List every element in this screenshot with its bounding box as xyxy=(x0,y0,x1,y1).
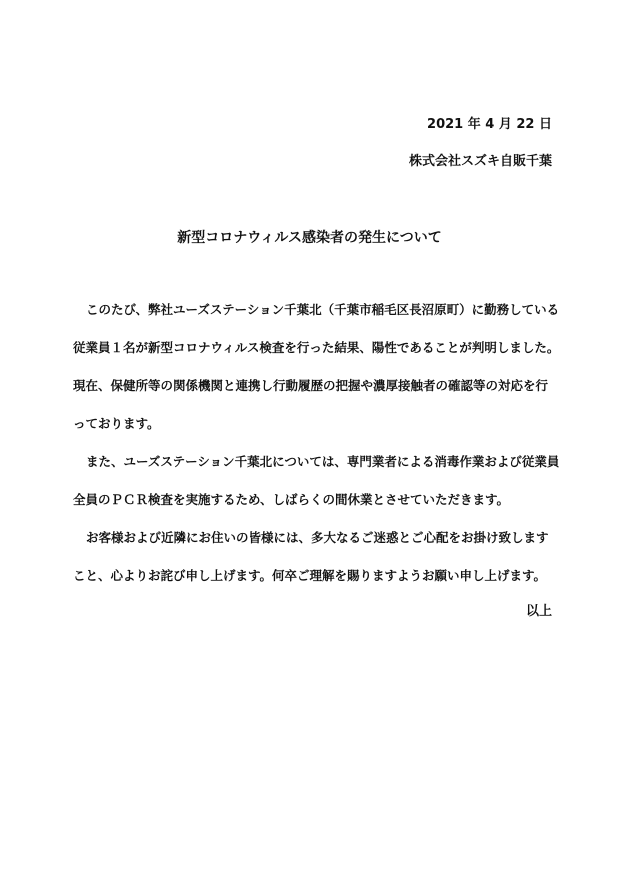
body-line-7: お客様および近隣にお住いの皆様には、多大なるご迷惑とご心配をお掛け致します xyxy=(86,530,549,545)
document-date: 2021 年 4 月 22 日 xyxy=(427,117,552,132)
body-line-2: 従業員１名が新型コロナウィルス検査を行った結果、陽性であることが判明しました。 xyxy=(73,340,560,355)
body-line-5: また、ユーズステーション千葉北については、専門業者による消毒作業および従業員 xyxy=(86,454,560,469)
company-name: 株式会社スズキ自販千葉 xyxy=(408,154,552,169)
closing-mark: 以上 xyxy=(525,604,552,619)
body-line-8: こと、心よりお詫び申し上げます。何卒ご理解を賜りますようお願い申し上げます。 xyxy=(73,568,547,583)
body-line-6: 全員のＰＣＲ検査を実施するため、しばらくの間休業とさせていただきます。 xyxy=(73,492,510,507)
body-line-4: っております。 xyxy=(73,416,160,431)
body-line-3: 現在、保健所等の関係機関と連携し行動履歴の把握や濃厚接触者の確認等の対応を行 xyxy=(73,378,549,393)
body-line-1: このたび、弊社ユーズステーション千葉北（千葉市稲毛区長沼原町）に勤務している xyxy=(86,302,560,317)
document-title: 新型コロナウィルス感染者の発生について xyxy=(177,230,442,246)
